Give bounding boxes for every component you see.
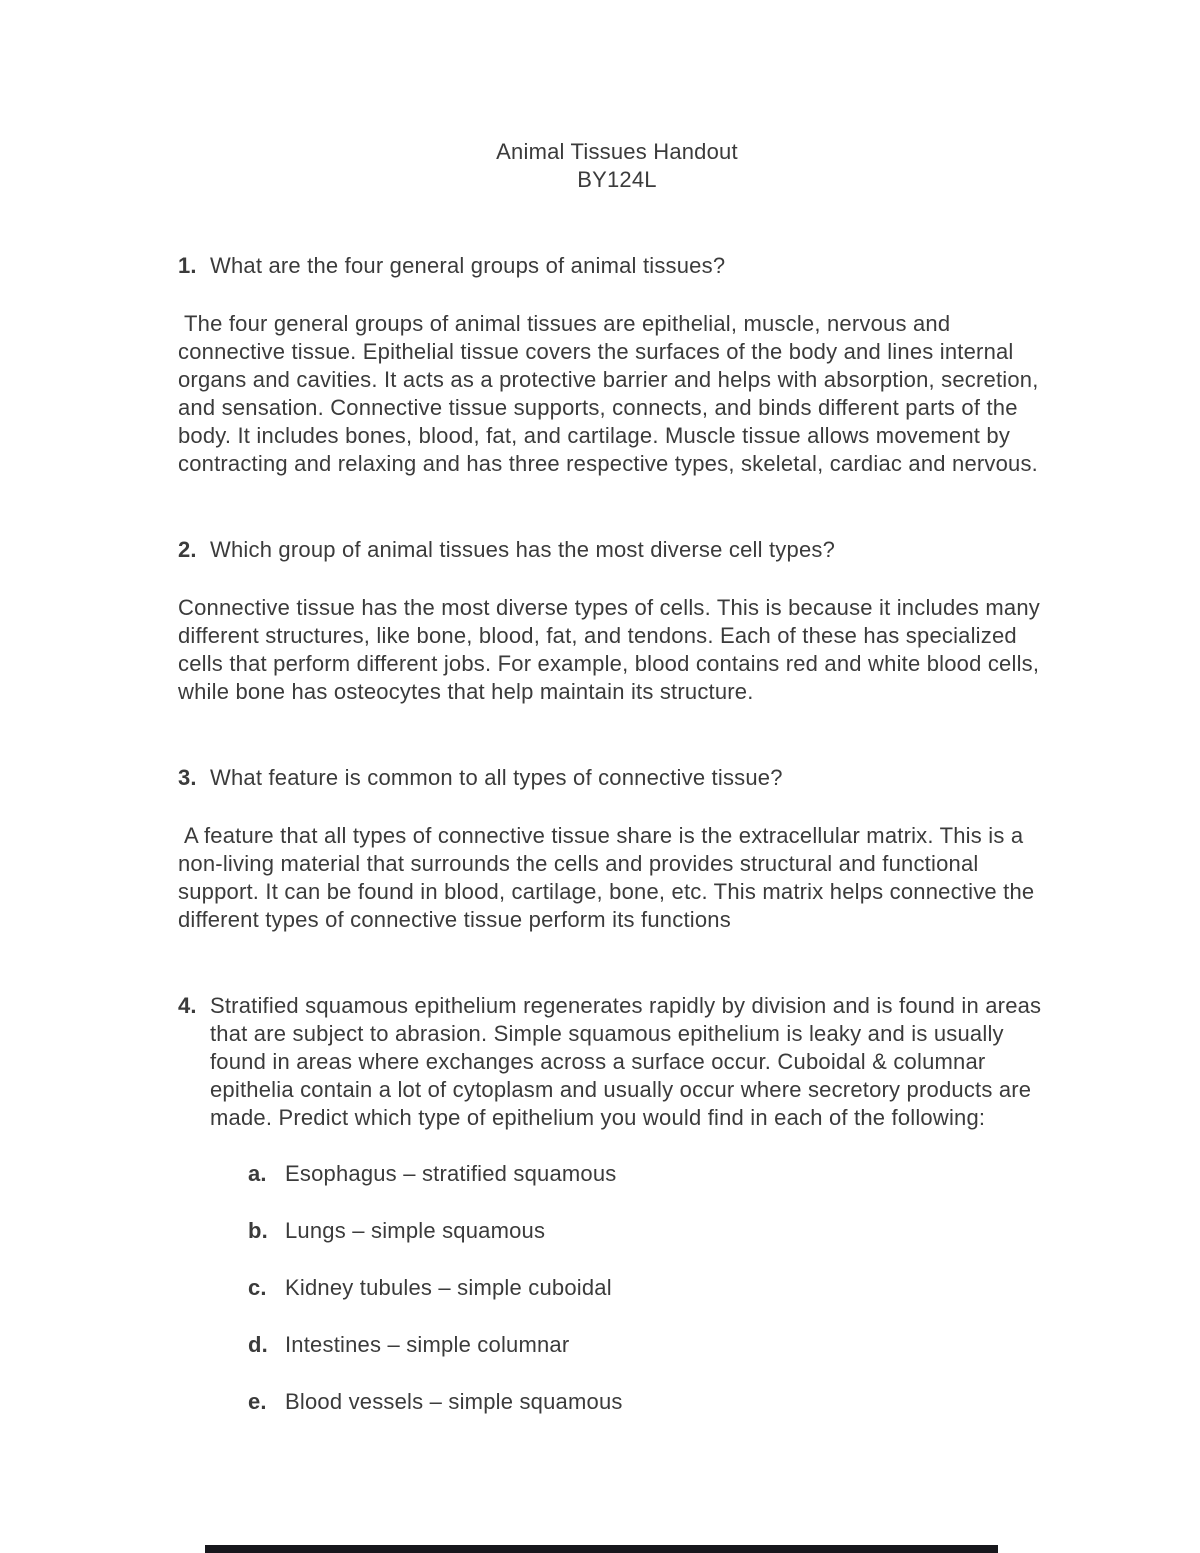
list-item bbox=[248, 1388, 1056, 1416]
subitem-b-text: Lungs – simple squamous bbox=[285, 1218, 546, 1243]
question-4-number: 4. bbox=[178, 993, 197, 1018]
course-code: BY124L bbox=[577, 167, 657, 192]
question-1-text: What are the four general groups of animal tissues? bbox=[210, 253, 726, 278]
question-4-text: Stratified squamous epithelium regenerates rapidly by division and is found in areas that are subject to abrasion. Simple squamous epithelium is leaky and is usually found in areas where exchanges across a surface occur. Cuboidal & columnar epithelia contain a lot of cytoplasm and usually occur where secretory products are made. Predict which type of epithelium you would find in each of the following: bbox=[210, 993, 1042, 1130]
question-3 bbox=[178, 764, 1056, 792]
answer-2: Connective tissue has the most diverse types of cells. This is because it includes many different structures, like bone, blood, fat, and tendons. Each of these has specialized cells that perform different jobs. For example, blood contains red and white blood cells, while bone has osteocytes that help maintain its structure. bbox=[178, 595, 1040, 704]
answer-3: A feature that all types of connective tissue share is the extracellular matrix. This is a non-living material that surrounds the cells and provides structural and functional support. It can be found in blood, cartilage, bone, etc. This matrix helps connective the different types of connective tissue perform its functions bbox=[178, 823, 1035, 932]
question-1-number: 1. bbox=[178, 253, 197, 278]
subitem-a-text: Esophagus – stratified squamous bbox=[285, 1161, 617, 1186]
subitem-c-text: Kidney tubules – simple cuboidal bbox=[285, 1275, 612, 1300]
list-item bbox=[248, 1274, 1056, 1302]
question-3-number: 3. bbox=[178, 765, 197, 790]
list-item bbox=[248, 1217, 1056, 1245]
question-2 bbox=[178, 536, 1056, 564]
subitem-d-letter: d. bbox=[248, 1332, 268, 1357]
question-2-text: Which group of animal tissues has the most diverse cell types? bbox=[210, 537, 836, 562]
subitem-d-text: Intestines – simple columnar bbox=[285, 1332, 570, 1357]
answer-1: The four general groups of animal tissues are epithelial, muscle, nervous and connective tissue. Epithelial tissue covers the surfaces of the body and lines internal organs and cavities. It acts as a protective barrier and helps with absorption, secretion, and sensation. Connective tissue supports, connects, and binds different parts of the body. It includes bones, blood, fat, and cartilage. Muscle tissue allows movement by contracting and relaxing and has three respective types, skeletal, cardiac and nervous. bbox=[178, 311, 1039, 476]
document-content bbox=[178, 138, 1056, 1445]
subitem-e-letter: e. bbox=[248, 1389, 267, 1414]
question-3-text: What feature is common to all types of connective tissue? bbox=[210, 765, 783, 790]
next-page-edge bbox=[205, 1545, 998, 1553]
subitem-a-letter: a. bbox=[248, 1161, 267, 1186]
list-item bbox=[248, 1331, 1056, 1359]
subitem-b-letter: b. bbox=[248, 1218, 268, 1243]
list-item bbox=[248, 1160, 1056, 1188]
title-block bbox=[178, 138, 1056, 194]
question-4-subitems bbox=[248, 1160, 1056, 1416]
question-4 bbox=[178, 992, 1056, 1132]
question-1 bbox=[178, 252, 1056, 280]
document-title: Animal Tissues Handout bbox=[496, 139, 738, 164]
subitem-c-letter: c. bbox=[248, 1275, 267, 1300]
subitem-e-text: Blood vessels – simple squamous bbox=[285, 1389, 623, 1414]
question-2-number: 2. bbox=[178, 537, 197, 562]
